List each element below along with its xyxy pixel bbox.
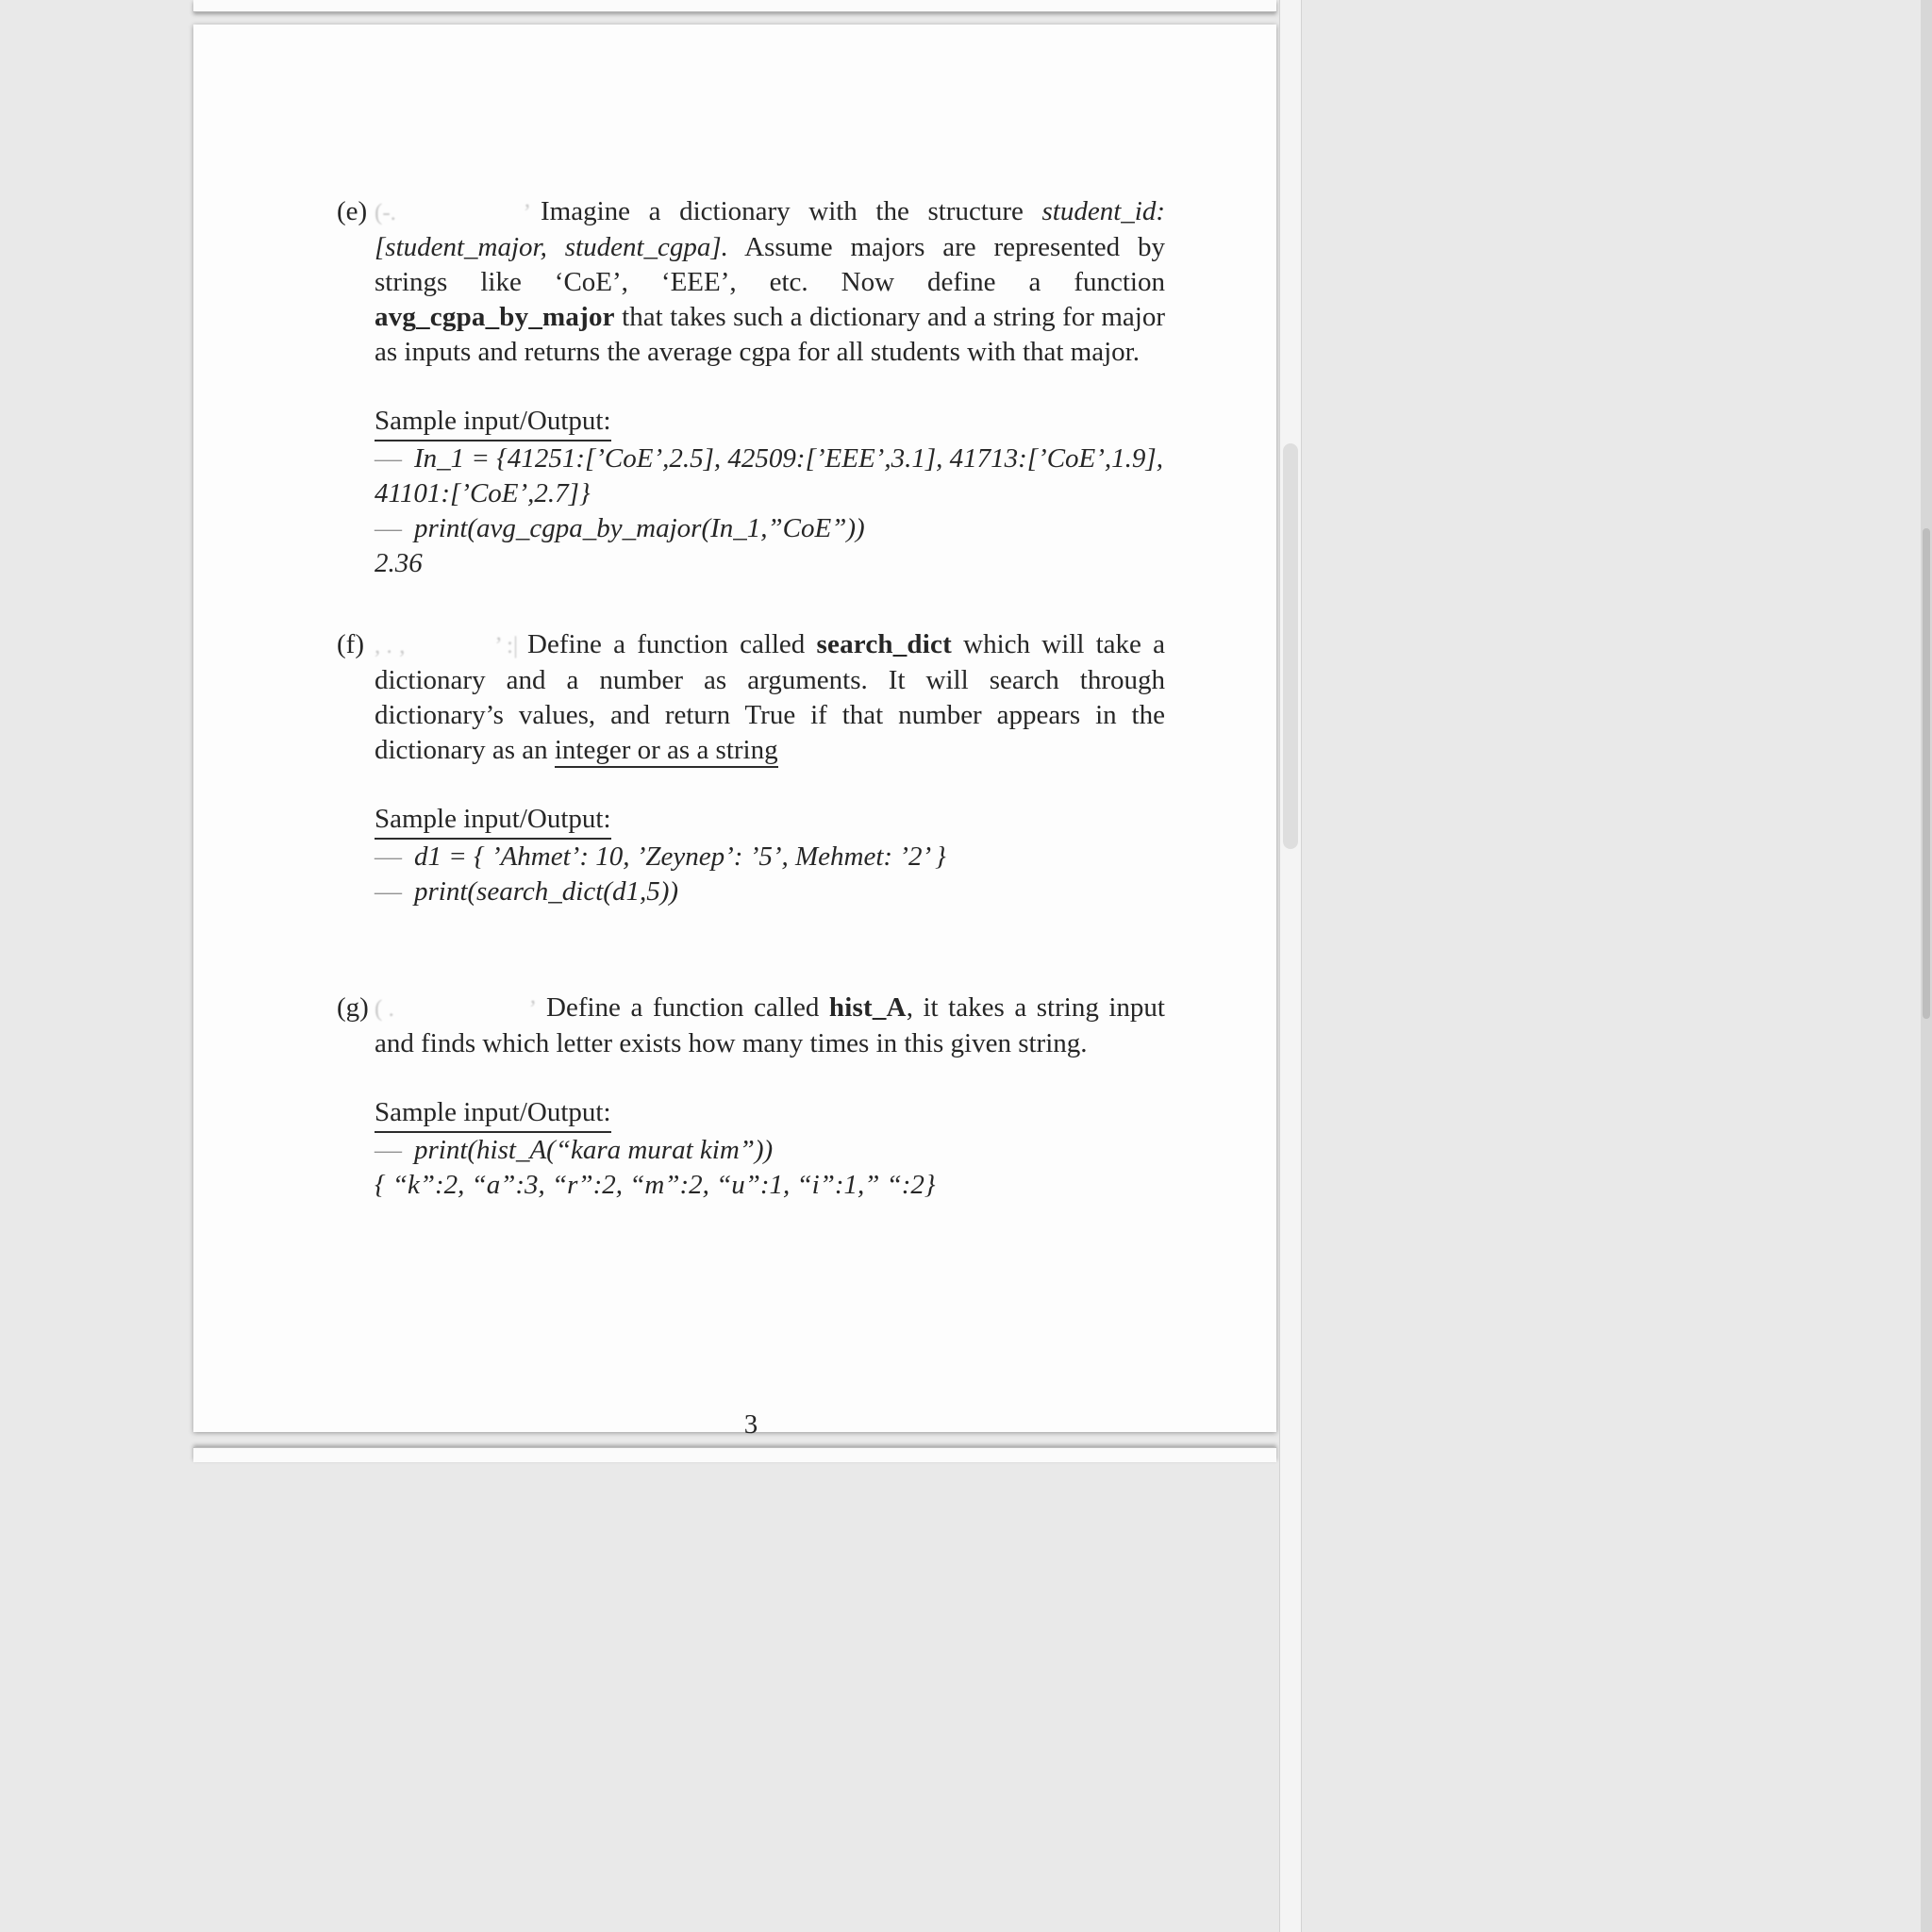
sample-heading: Sample input/Output: [375, 1095, 611, 1133]
problem-text-f [375, 627, 1165, 768]
page-content [337, 25, 1165, 1442]
code-output-line [375, 546, 1165, 581]
erased-mark-left: ( . [375, 996, 394, 1022]
italic-structure-text: student_id:[student_major, student_cgpa]. [375, 196, 1165, 262]
code-dash: — [375, 443, 402, 474]
underlined-phrase: integer or as a string [555, 735, 778, 768]
sample-block-g [375, 1095, 1165, 1203]
sample-block-e [375, 404, 1165, 581]
problem-text-g [375, 991, 1165, 1061]
code-text: print(hist_A(“kara murat kim”)) [414, 1135, 774, 1165]
paragraph-segment: that takes such a dictionary and a string for major as inputs and returns the average cgpa for all students with that major. [375, 302, 1165, 367]
item-label-e: (e) [337, 196, 368, 226]
sample-block-f [375, 802, 1165, 909]
code-line [375, 1133, 1165, 1168]
code-output-line [375, 1168, 1165, 1203]
erased-mark-right: ’ [523, 200, 531, 225]
page-number: 3 [743, 1409, 758, 1440]
code-line [375, 441, 1165, 511]
code-text: In_1 = {41251:[’CoE’,2.5], 42509:[’EEE’,3.1], 41713:[’CoE’,1.9], 41101:[’CoE’,2.7]} [375, 443, 1163, 508]
code-line [375, 840, 1165, 874]
paragraph-segment: Assume majors are represented by strings like ‘CoE’, ‘EEE’, etc. Now define a function [375, 232, 1165, 297]
previous-page-bottom-edge [193, 0, 1276, 12]
erased-mark-right: ’ [528, 996, 537, 1022]
paragraph-segment: Imagine a dictionary with the structure [541, 196, 1042, 226]
code-line [375, 874, 1165, 909]
paragraph-segment: Define a function called [527, 629, 817, 659]
code-line [375, 511, 1165, 546]
erased-mark-left: , . ‚ [375, 633, 407, 658]
bold-function-name: search_dict [816, 629, 952, 659]
bold-function-name: avg_cgpa_by_major [375, 302, 615, 332]
bold-function-name: hist_A [828, 992, 907, 1023]
code-dash: — [375, 1135, 402, 1165]
sample-heading: Sample input/Output: [375, 802, 611, 840]
item-label-g: (g) [337, 992, 369, 1023]
problem-item-e [337, 194, 1165, 581]
code-dash: — [375, 876, 402, 907]
erased-mark-left: (‐. [375, 200, 396, 225]
code-dash: — [375, 841, 402, 872]
code-text: print(search_dict(d1,5)) [414, 876, 679, 907]
erased-mark-right: ’ :| [494, 633, 518, 658]
paragraph-segment: Define a function called [546, 992, 829, 1023]
paragraph-segment: , it takes a string input and finds which letter exists how many times in this given string. [375, 992, 1165, 1058]
erased-points-e [375, 195, 531, 230]
document-page [193, 25, 1276, 1440]
code-text: d1 = { ’Ahmet’: 10, ’Zeynep’: ’5’, Mehmet: ’2’ } [414, 841, 946, 872]
paragraph-segment: which will take a dictionary and a number as arguments. It will search through dictionary’s values, and return True if that number appears in the dictionary as an [375, 629, 1165, 765]
window-scrollbar-thumb[interactable] [1923, 528, 1930, 1019]
erased-points-f [375, 628, 518, 663]
code-output-text: 2.36 [375, 548, 423, 578]
problem-item-f [337, 627, 1165, 909]
next-page-top-edge [193, 1447, 1276, 1462]
erased-points-g [375, 991, 537, 1026]
window-scrollbar[interactable] [1921, 0, 1932, 1932]
problem-item-g [337, 991, 1165, 1203]
code-dash: — [375, 513, 402, 543]
item-label-f: (f) [337, 629, 364, 659]
sample-heading: Sample input/Output: [375, 404, 611, 441]
viewer-scrollbar-thumb[interactable] [1283, 443, 1298, 849]
code-output-text: { “k”:2, “a”:3, “r”:2, “m”:2, “u”:1, “i”:1,” “:2} [375, 1170, 936, 1200]
problem-text-e [375, 194, 1165, 370]
code-text: print(avg_cgpa_by_major(In_1,”CoE”)) [414, 513, 865, 543]
viewer-scrollbar[interactable] [1279, 0, 1302, 1932]
